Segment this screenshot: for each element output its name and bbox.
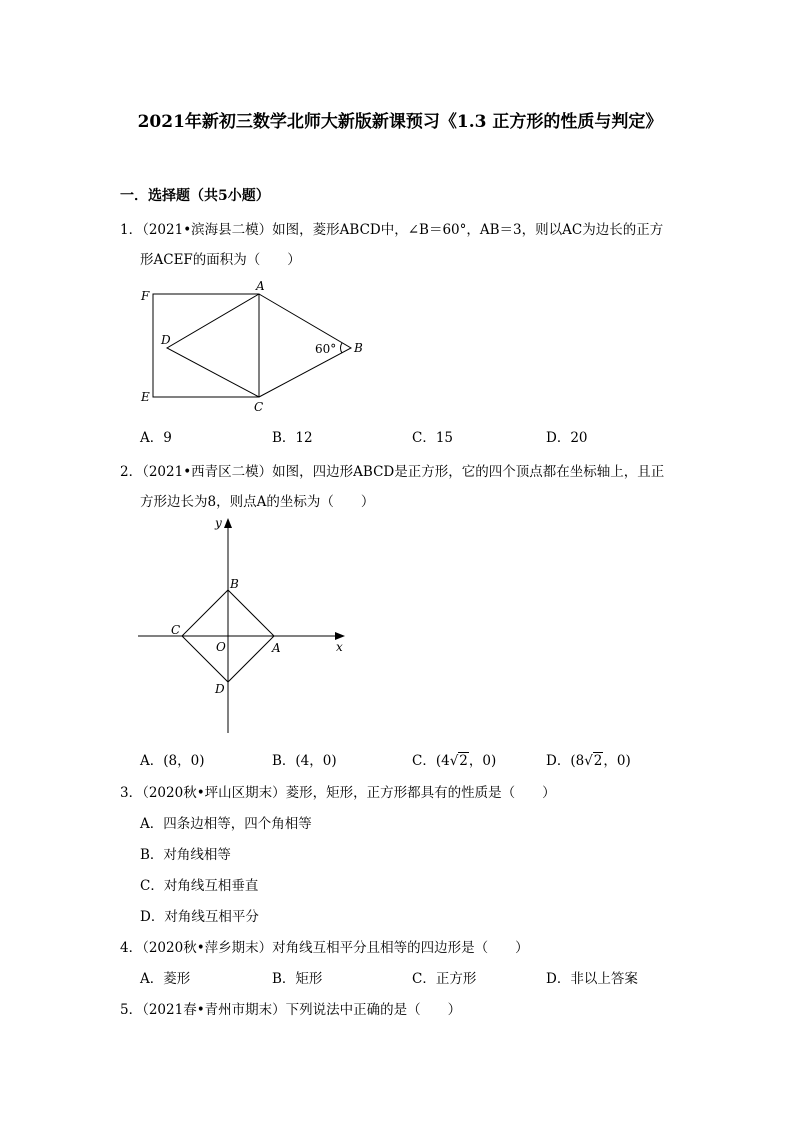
x-axis-arrow	[335, 632, 345, 640]
q4-option-b[interactable]: B．矩形	[272, 971, 323, 987]
q5-stem: 5．（2021春•青州市期末）下列说法中正确的是（ ）	[120, 1002, 462, 1018]
q2-option-b[interactable]: B．(4，0)	[272, 753, 337, 769]
q1-stem-line2: 形ACEF的面积为（ ）	[140, 252, 301, 268]
label-angle-60: 60°	[315, 342, 337, 356]
q2-option-a[interactable]: A．(8，0)	[140, 753, 205, 769]
q3-option-b[interactable]: B．对角线相等	[140, 847, 231, 863]
angle-b-arc	[340, 343, 342, 353]
label-a: A	[272, 641, 281, 655]
q4-option-d[interactable]: D．非以上答案	[546, 971, 638, 987]
label-d: D	[161, 333, 171, 347]
q2-coordinate-square-figure	[135, 515, 355, 735]
label-c: C	[171, 623, 181, 637]
rhombus-left-sides	[167, 294, 259, 397]
label-f: F	[141, 289, 150, 303]
q1-stem-line1: 1．（2021•滨海县二模）如图，菱形ABCD中，∠B＝60°，AB＝3，则以AC为边长的正方	[120, 222, 664, 238]
label-e: E	[141, 390, 150, 404]
label-d: D	[215, 682, 225, 696]
q3-option-c[interactable]: C．对角线互相垂直	[140, 878, 259, 894]
q2-stem-line2: 方形边长为8，则点A的坐标为（ ）	[140, 494, 375, 510]
q3-stem: 3．（2020秋•坪山区期末）菱形，矩形，正方形都具有的性质是（ ）	[120, 785, 556, 801]
q1-rhombus-square-figure	[135, 280, 375, 415]
label-o: O	[216, 640, 226, 654]
q1-option-a[interactable]: A．9	[140, 430, 172, 446]
section-heading: 一．选择题（共5小题）	[120, 188, 270, 204]
label-a: A	[256, 280, 265, 293]
label-y: y	[215, 516, 222, 530]
q2-option-d[interactable]: D．(8√2，0)	[546, 753, 631, 769]
page-title: 2021年新初三数学北师大新版新课预习《1.3 正方形的性质与判定》	[137, 112, 663, 132]
label-b: B	[230, 577, 239, 591]
q2-stem-line1: 2．（2021•西青区二模）如图，四边形ABCD是正方形，它的四个顶点都在坐标轴上，且正	[120, 464, 665, 480]
q1-option-c[interactable]: C．15	[412, 430, 454, 446]
y-axis-arrow	[224, 518, 232, 528]
label-b: B	[354, 341, 363, 355]
label-c: C	[254, 400, 264, 414]
sqrt-symbol: √2	[449, 753, 468, 769]
rhombus-right-sides	[259, 294, 351, 397]
q4-option-a[interactable]: A．菱形	[140, 971, 191, 987]
q4-stem: 4．（2020秋•萍乡期末）对角线互相平分且相等的四边形是（ ）	[120, 940, 529, 956]
label-x: x	[336, 640, 343, 654]
q4-option-c[interactable]: C．正方形	[412, 971, 477, 987]
q1-option-d[interactable]: D．20	[546, 430, 588, 446]
q3-option-d[interactable]: D．对角线互相平分	[140, 909, 259, 925]
q2-option-c[interactable]: C．(4√2，0)	[412, 753, 497, 769]
q3-option-a[interactable]: A．四条边相等，四个角相等	[140, 816, 312, 832]
q1-option-b[interactable]: B．12	[272, 430, 313, 446]
sqrt-symbol: √2	[584, 753, 603, 769]
